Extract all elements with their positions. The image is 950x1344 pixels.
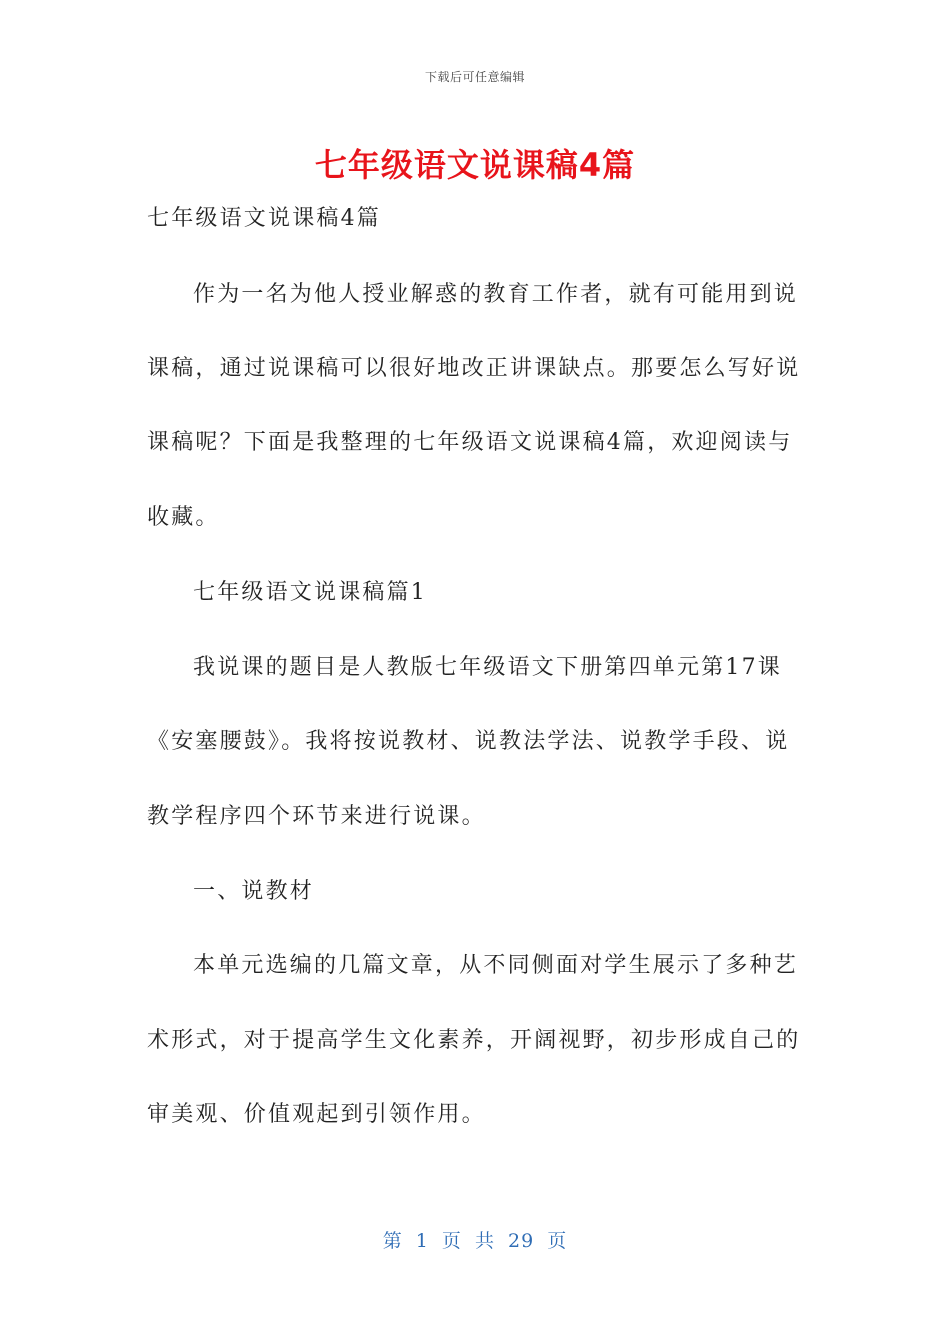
paragraph-line: 课稿，通过说课稿可以很好地改正讲课缺点。那要怎么写好说 — [147, 356, 801, 381]
header-note: 下载后可任意编辑 — [424, 70, 525, 84]
document-title: 七年级语文说课稿4篇 — [314, 146, 636, 184]
paragraph-line: 我说课的题目是人教版七年级语文下册第四单元第17课 — [193, 655, 782, 680]
subtitle-line: 七年级语文说课稿4篇 — [147, 206, 381, 231]
paragraph-line: 收藏。 — [147, 505, 220, 530]
section-heading: 七年级语文说课稿篇1 — [193, 580, 427, 605]
section-heading: 一、说教材 — [193, 879, 315, 904]
paragraph-line: 课稿呢？下面是我整理的七年级语文说课稿4篇，欢迎阅读与 — [147, 430, 793, 455]
paragraph-line: 审美观、价值观起到引领作用。 — [147, 1102, 486, 1127]
page-number-footer: 第 1 页 共 29 页 — [382, 1230, 568, 1252]
paragraph-line: 术形式，对于提高学生文化素养，开阔视野，初步形成自己的 — [147, 1028, 801, 1053]
paragraph-line: 《安塞腰鼓》。我将按说教材、说教法学法、说教学手段、说 — [147, 729, 790, 754]
paragraph-line: 教学程序四个环节来进行说课。 — [147, 804, 486, 829]
paragraph-line: 本单元选编的几篇文章，从不同侧面对学生展示了多种艺 — [193, 953, 799, 978]
paragraph-line: 作为一名为他人授业解惑的教育工作者，就有可能用到说 — [193, 282, 799, 307]
